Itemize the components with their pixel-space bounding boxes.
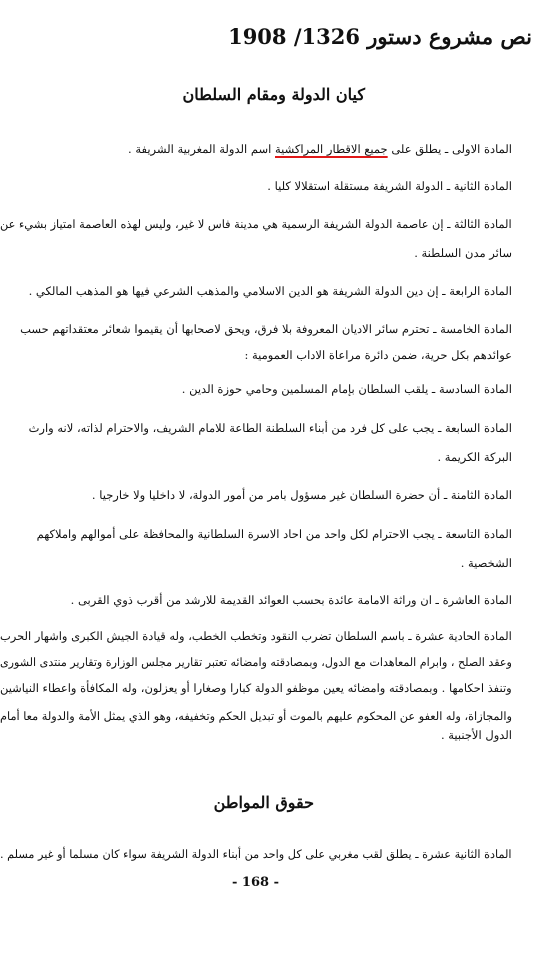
article-9-line-1: المادة التاسعة ـ يجب الاحترام لكل واحد من احاد الاسرة السلطانية والمحافظة على أموالهم واملاكهم	[36, 527, 512, 541]
article-3-line-1: المادة الثالثة ـ إن عاصمة الدولة الشريفة الرسمية هي مدينة فاس لا غير، وليس لهذه العاصمة امتياز بشيء عن	[0, 217, 512, 231]
article-7-line-1: المادة السابعة ـ يجب على كل فرد من أبناء السلطنة الطاعة للامام الشريف، والاحترام لذاته، لانه وارث	[28, 421, 512, 435]
section-title-citizen-rights: حقوق المواطن	[213, 793, 314, 812]
article-9-line-2: الشخصية .	[460, 556, 512, 570]
article-11-line-1: المادة الحادية عشرة ـ باسم السلطان تضرب النقود وتخطب الخطب، وله قيادة الجيش الكبرى واشهار الحرب	[0, 629, 512, 643]
article-12: المادة الثانية عشرة ـ يطلق لقب مغربي على كل واحد من أبناء الدولة الشريفة سواء كان مسلما أو غير مسلم .	[0, 847, 512, 861]
article-6: المادة السادسة ـ يلقب السلطان بإمام المسلمين وحامي حوزة الدين .	[181, 382, 512, 396]
article-8: المادة الثامنة ـ أن حضرة السلطان غير مسؤول بامر من أمور الدولة، لا داخليا ولا خارجيا .	[91, 488, 512, 502]
article-1-highlight: جميع الاقطار المراكشية	[275, 142, 388, 156]
article-1-end: اسم الدولة المغربية الشريفة .	[128, 142, 275, 156]
article-2: المادة الثانية ـ الدولة الشريفة مستقلة استقلالا كليا .	[267, 179, 512, 193]
page-number: - 168 -	[232, 875, 279, 890]
article-11-line-3: وتنفذ احكامها . وبمصادقته وامضائه يعين موظفو الدولة كبارا وصغارا أو يعزلون، وله المكافأة واعطاء النياشين	[0, 681, 512, 695]
article-11-line-5: الدول الأجنبية .	[440, 728, 512, 742]
article-11-line-2: وعقد الصلح ، وابرام المعاهدات مع الدول، وبمصادقته وامضائه تعتبر تقارير مجلس الوزارة وتقارير منتدى الشورى	[0, 655, 512, 669]
document-title: نص مشروع دستور 1326/ 1908	[228, 24, 532, 49]
article-3-line-2: سائر مدن السلطنة .	[414, 246, 512, 260]
article-5-line-2: عوائدهم بكل حرية، ضمن دائرة مراعاة الاداب العمومية :	[244, 348, 512, 362]
section-title-state: كيان الدولة ومقام السلطان	[182, 85, 365, 104]
article-10: المادة العاشرة ـ ان وراثة الامامة عائدة بحسب العوائد القديمة للارشد من أقرب ذوي القربى .	[70, 593, 512, 607]
article-1-start: المادة الاولى ـ يطلق على	[387, 142, 512, 156]
article-7-line-2: البركة الكريمة .	[437, 450, 512, 464]
article-11-line-4: والمجازاة، وله العفو عن المحكوم عليهم بالموت أو تبديل الحكم وتخفيفه، وهو الذي يمثل الأمة والدولة معا أمام	[0, 709, 512, 723]
article-4: المادة الرابعة ـ إن دين الدولة الشريفة هو الدين الاسلامي والمذهب الشرعي فيها هو المذهب المالكي .	[28, 284, 512, 298]
article-1	[128, 141, 512, 157]
article-5-line-1: المادة الخامسة ـ تحترم سائر الاديان المعروفة بلا فرق، ويحق لاصحابها أن يقيموا شعائر معتقداتهم حسب	[20, 322, 512, 336]
